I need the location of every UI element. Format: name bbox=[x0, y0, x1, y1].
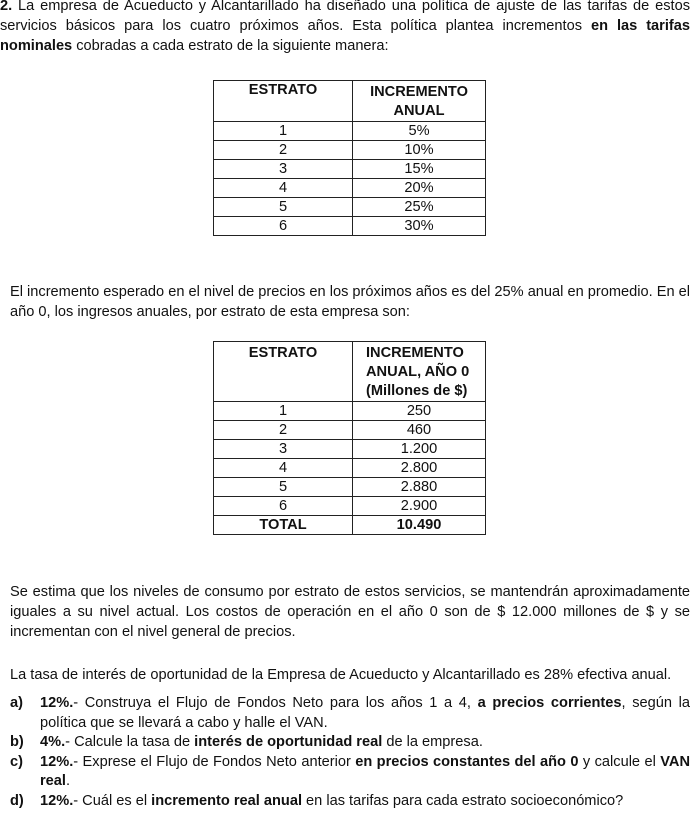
income-cell: 250 bbox=[353, 402, 486, 421]
increment-cell: 10% bbox=[353, 141, 486, 160]
table-row bbox=[214, 122, 486, 141]
income-cell: 2.880 bbox=[353, 478, 486, 497]
question-text: , según la política que se llevará a cabo y halle el VAN. bbox=[40, 695, 690, 731]
question-weight: 12%. bbox=[40, 753, 74, 770]
total-value: 10.490 bbox=[353, 516, 486, 535]
question-text: - Exprese el Flujo de Fondos Neto anterior bbox=[73, 753, 356, 770]
table-row bbox=[214, 478, 486, 497]
increment-cell: 15% bbox=[353, 160, 486, 179]
question-text: - Cuál es el bbox=[73, 792, 152, 809]
col-increment-header: INCREMENTO ANUAL bbox=[353, 81, 486, 122]
col-estrato-header: ESTRATO bbox=[214, 342, 353, 402]
question-text: de la empresa. bbox=[382, 734, 483, 750]
table-header-row bbox=[214, 81, 486, 122]
table-row bbox=[214, 459, 486, 478]
intro-text-b: cobradas a cada estrato de la siguiente manera: bbox=[72, 38, 389, 54]
estrato-cell: 3 bbox=[214, 440, 353, 459]
table-header-row bbox=[214, 342, 486, 402]
question-emphasis: a precios corrientes bbox=[477, 695, 622, 711]
question-emphasis: VAN real bbox=[40, 753, 690, 789]
intro-text-a: La empresa de Acueducto y Alcantarillado ha diseñado una política de ajuste de las tarifas de estos servicios básicos para los cuatro próximos años. Esta política plantea incrementos bbox=[0, 0, 690, 34]
question-emphasis: en precios constantes del año 0 bbox=[355, 753, 579, 770]
estrato-cell: 4 bbox=[214, 179, 353, 198]
consumption-paragraph: Se estima que los niveles de consumo por estrato de estos servicios, se mantendrán aproximadamente iguales a su nivel actual. Los costos de operación en el año 0 son de $ 12.000 millones de $ y se incrementan con el nivel general de precios. bbox=[10, 584, 690, 640]
question-weight: 12%. bbox=[40, 792, 74, 809]
estrato-cell: 1 bbox=[214, 402, 353, 421]
question-text: en las tarifas para cada estrato socioeconómico? bbox=[302, 792, 624, 809]
increment-cell: 5% bbox=[353, 122, 486, 141]
estrato-cell: 5 bbox=[214, 478, 353, 497]
income-cell: 460 bbox=[353, 421, 486, 440]
col-estrato-header: ESTRATO bbox=[214, 81, 353, 122]
question-a bbox=[10, 694, 690, 733]
table-row bbox=[214, 198, 486, 217]
question-b bbox=[10, 733, 690, 753]
estrato-cell: 6 bbox=[214, 497, 353, 516]
question-label: d) bbox=[10, 792, 24, 809]
increment-cell: 25% bbox=[353, 198, 486, 217]
estrato-cell: 5 bbox=[214, 198, 353, 217]
table-row bbox=[214, 440, 486, 459]
table-row bbox=[214, 402, 486, 421]
question-label: a) bbox=[10, 695, 23, 711]
income-cell: 1.200 bbox=[353, 440, 486, 459]
estrato-cell: 6 bbox=[214, 217, 353, 236]
question-d bbox=[10, 792, 690, 812]
total-row bbox=[214, 516, 486, 535]
estrato-cell: 3 bbox=[214, 160, 353, 179]
price-level-paragraph: El incremento esperado en el nivel de precios en los próximos años es del 25% anual en promedio. En el año 0, los ingresos anuales, por estrato de esta empresa son: bbox=[10, 284, 690, 320]
question-label: b) bbox=[10, 734, 24, 750]
col-income-header bbox=[353, 342, 486, 402]
table-row bbox=[214, 497, 486, 516]
increment-cell: 20% bbox=[353, 179, 486, 198]
income-table bbox=[213, 341, 486, 535]
question-label: c) bbox=[10, 753, 23, 770]
question-emphasis: incremento real anual bbox=[151, 792, 302, 809]
income-cell: 2.900 bbox=[353, 497, 486, 516]
question-emphasis: interés de oportunidad real bbox=[194, 734, 383, 750]
increment-cell: 30% bbox=[353, 217, 486, 236]
questions-list bbox=[10, 694, 690, 811]
table-row bbox=[214, 421, 486, 440]
question-weight: 4%. bbox=[40, 734, 66, 750]
question-text: y calcule el bbox=[578, 753, 661, 770]
question-c bbox=[10, 753, 690, 792]
col-income-header-line2: ANUAL, AÑO 0 bbox=[366, 364, 470, 380]
question-weight: 12%. bbox=[40, 695, 74, 711]
col-income-header-line1: INCREMENTO bbox=[366, 345, 464, 361]
table-row bbox=[214, 179, 486, 198]
estrato-cell: 2 bbox=[214, 141, 353, 160]
income-cell: 2.800 bbox=[353, 459, 486, 478]
estrato-cell: 4 bbox=[214, 459, 353, 478]
question-text: . bbox=[65, 773, 71, 789]
intro-paragraph bbox=[0, 0, 690, 56]
table-row bbox=[214, 141, 486, 160]
interest-rate-paragraph: La tasa de interés de oportunidad de la Empresa de Acueducto y Alcantarillado es 28% efectiva anual. bbox=[10, 667, 672, 683]
estrato-cell: 2 bbox=[214, 421, 353, 440]
question-text: - Calcule la tasa de bbox=[65, 734, 195, 750]
tariff-increment-table bbox=[213, 80, 486, 236]
table-row bbox=[214, 217, 486, 236]
intro-bold: en las tarifas nominales bbox=[0, 18, 690, 54]
question-text: - Construya el Flujo de Fondos Neto para los años 1 a 4, bbox=[73, 695, 478, 711]
total-label: TOTAL bbox=[214, 516, 353, 535]
problem-number: 2. bbox=[0, 0, 13, 14]
table-row bbox=[214, 160, 486, 179]
col-income-header-line3: (Millones de $) bbox=[366, 383, 468, 399]
estrato-cell: 1 bbox=[214, 122, 353, 141]
